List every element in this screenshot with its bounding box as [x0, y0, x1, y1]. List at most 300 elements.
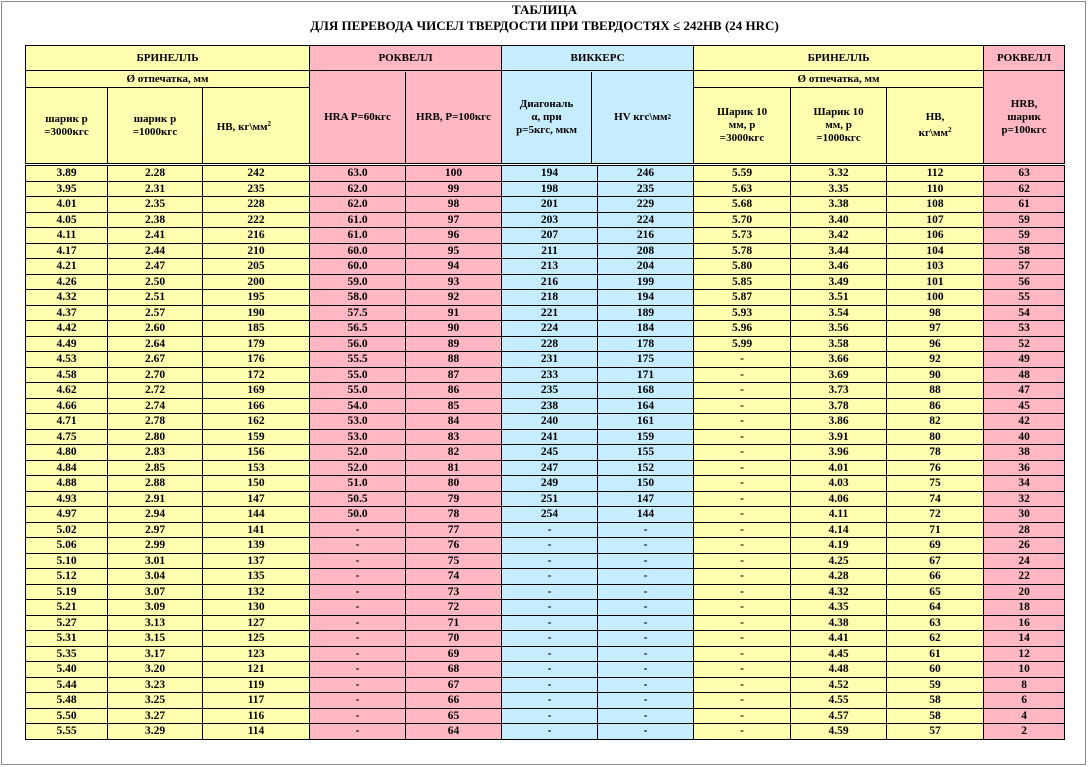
- cell-hv: -: [598, 538, 694, 554]
- cell-ball3000: 5.02: [26, 522, 108, 538]
- table-row: [26, 631, 1065, 647]
- cell-hra: 55.5: [310, 352, 406, 368]
- cell-hrb: 99: [406, 181, 502, 197]
- cell-hra: 58.0: [310, 290, 406, 306]
- table-row: [26, 584, 1065, 600]
- cell-ball1000: 2.80: [108, 429, 203, 445]
- header-col-hb-right: [887, 88, 984, 165]
- cell-diagonal: -: [502, 631, 598, 647]
- cell-hrb-right: 6: [984, 693, 1065, 709]
- cell-hra: 60.0: [310, 243, 406, 259]
- table-row: [26, 677, 1065, 693]
- cell-hrb-right: 26: [984, 538, 1065, 554]
- cell-diagonal: -: [502, 724, 598, 740]
- cell-ball10-1000: 4.32: [791, 584, 887, 600]
- table-row: [26, 181, 1065, 197]
- cell-hb-left: 139: [203, 538, 310, 554]
- cell-ball10-3000: -: [694, 445, 791, 461]
- cell-hb-right: 78: [887, 445, 984, 461]
- header-col-hrb: HRB, Р=100кгс: [416, 110, 492, 123]
- table-row: [26, 445, 1065, 461]
- cell-ball3000: 4.75: [26, 429, 108, 445]
- cell-hv: 199: [598, 274, 694, 290]
- header-col-hv-text: HV кгс\мм: [614, 110, 668, 123]
- cell-hv: 208: [598, 243, 694, 259]
- table-row: [26, 243, 1065, 259]
- header-col-hra-hrb-group: [310, 71, 502, 165]
- cell-ball10-1000: 3.49: [791, 274, 887, 290]
- table-row: [26, 414, 1065, 430]
- cell-hb-left: 156: [203, 445, 310, 461]
- cell-hrb-right: 20: [984, 584, 1065, 600]
- cell-ball1000: 3.27: [108, 708, 203, 724]
- cell-hb-left: 205: [203, 259, 310, 275]
- cell-ball10-1000: 3.46: [791, 259, 887, 275]
- cell-hb-right: 64: [887, 600, 984, 616]
- cell-hb-right: 112: [887, 165, 984, 182]
- cell-hrb-right: 55: [984, 290, 1065, 306]
- cell-diagonal: 247: [502, 460, 598, 476]
- cell-ball10-1000: 3.40: [791, 212, 887, 228]
- cell-hb-left: 176: [203, 352, 310, 368]
- cell-hrb-right: 10: [984, 662, 1065, 678]
- cell-diagonal: -: [502, 600, 598, 616]
- cell-hv: -: [598, 600, 694, 616]
- cell-hb-left: 195: [203, 290, 310, 306]
- cell-ball1000: 2.38: [108, 212, 203, 228]
- cell-diagonal: -: [502, 677, 598, 693]
- table-row: [26, 569, 1065, 585]
- cell-ball3000: 5.35: [26, 646, 108, 662]
- cell-hb-left: 172: [203, 367, 310, 383]
- cell-diagonal: -: [502, 584, 598, 600]
- cell-hb-right: 103: [887, 259, 984, 275]
- cell-hb-right: 59: [887, 677, 984, 693]
- cell-hrb: 89: [406, 336, 502, 352]
- cell-ball10-3000: -: [694, 724, 791, 740]
- cell-hb-left: 159: [203, 429, 310, 445]
- cell-ball3000: 4.66: [26, 398, 108, 414]
- cell-ball10-3000: 5.70: [694, 212, 791, 228]
- cell-hv: -: [598, 569, 694, 585]
- cell-ball1000: 2.31: [108, 181, 203, 197]
- cell-hrb-right: 59: [984, 212, 1065, 228]
- cell-ball10-1000: 3.91: [791, 429, 887, 445]
- cell-diagonal: -: [502, 522, 598, 538]
- cell-ball3000: 4.80: [26, 445, 108, 461]
- table-row: [26, 165, 1065, 182]
- header-brinell-right: БРИНЕЛЛЬ: [694, 46, 984, 71]
- cell-ball1000: 3.15: [108, 631, 203, 647]
- table-row: [26, 522, 1065, 538]
- header-col-hrb-right: HRB, шарик р=100кгс: [984, 71, 1065, 165]
- cell-diagonal: -: [502, 693, 598, 709]
- table-row: [26, 228, 1065, 244]
- cell-ball10-3000: -: [694, 522, 791, 538]
- cell-hb-right: 69: [887, 538, 984, 554]
- table-row: [26, 305, 1065, 321]
- cell-diagonal: 254: [502, 507, 598, 523]
- table-row: [26, 274, 1065, 290]
- cell-hv: -: [598, 631, 694, 647]
- cell-hrb: 96: [406, 228, 502, 244]
- table-row: [26, 476, 1065, 492]
- cell-ball1000: 3.20: [108, 662, 203, 678]
- cell-ball10-3000: 5.96: [694, 321, 791, 337]
- cell-hv: 216: [598, 228, 694, 244]
- cell-hb-left: 114: [203, 724, 310, 740]
- cell-hra: -: [310, 724, 406, 740]
- table-row: [26, 259, 1065, 275]
- cell-ball3000: 3.89: [26, 165, 108, 182]
- cell-ball10-3000: -: [694, 460, 791, 476]
- cell-diagonal: 233: [502, 367, 598, 383]
- cell-hra: 52.0: [310, 460, 406, 476]
- table-row: [26, 693, 1065, 709]
- cell-hb-left: 119: [203, 677, 310, 693]
- cell-hb-left: 200: [203, 274, 310, 290]
- cell-hb-right: 98: [887, 305, 984, 321]
- cell-hb-right: 65: [887, 584, 984, 600]
- cell-ball10-3000: 5.85: [694, 274, 791, 290]
- cell-hrb: 72: [406, 600, 502, 616]
- cell-ball3000: 5.50: [26, 708, 108, 724]
- cell-ball1000: 2.51: [108, 290, 203, 306]
- cell-diagonal: 235: [502, 383, 598, 399]
- cell-ball10-1000: 3.66: [791, 352, 887, 368]
- cell-hrb-right: 24: [984, 553, 1065, 569]
- cell-diagonal: -: [502, 569, 598, 585]
- cell-ball3000: 4.53: [26, 352, 108, 368]
- cell-ball10-3000: -: [694, 367, 791, 383]
- cell-ball10-3000: -: [694, 429, 791, 445]
- cell-ball10-1000: 3.86: [791, 414, 887, 430]
- cell-diagonal: -: [502, 662, 598, 678]
- cell-ball1000: 2.57: [108, 305, 203, 321]
- table-row: [26, 491, 1065, 507]
- cell-hrb: 71: [406, 615, 502, 631]
- cell-ball3000: 4.97: [26, 507, 108, 523]
- cell-hra: 55.0: [310, 367, 406, 383]
- header-rockwell: РОКВЕЛЛ: [310, 46, 502, 71]
- cell-ball10-3000: -: [694, 476, 791, 492]
- cell-ball10-3000: -: [694, 553, 791, 569]
- cell-hrb: 80: [406, 476, 502, 492]
- cell-diagonal: 216: [502, 274, 598, 290]
- cell-hv: 246: [598, 165, 694, 182]
- cell-hb-right: 76: [887, 460, 984, 476]
- cell-hra: 52.0: [310, 445, 406, 461]
- header-col-hb-right-sup: 2: [947, 126, 952, 134]
- cell-hrb-right: 12: [984, 646, 1065, 662]
- cell-ball10-1000: 4.55: [791, 693, 887, 709]
- cell-ball10-1000: 4.28: [791, 569, 887, 585]
- cell-hrb-right: 49: [984, 352, 1065, 368]
- cell-hv: 224: [598, 212, 694, 228]
- header-col-ball1000: шарик р =1000кгс: [108, 88, 203, 165]
- cell-hrb: 68: [406, 662, 502, 678]
- header-col-ball10-1000: Шарик 10 мм, р =1000кгс: [791, 88, 887, 165]
- cell-ball1000: 2.44: [108, 243, 203, 259]
- cell-hrb: 97: [406, 212, 502, 228]
- cell-ball10-1000: 4.35: [791, 600, 887, 616]
- cell-hrb: 81: [406, 460, 502, 476]
- table-row: [26, 352, 1065, 368]
- cell-ball3000: 5.06: [26, 538, 108, 554]
- cell-hv: 184: [598, 321, 694, 337]
- cell-ball10-1000: 3.73: [791, 383, 887, 399]
- cell-ball1000: 3.07: [108, 584, 203, 600]
- cell-ball3000: 5.19: [26, 584, 108, 600]
- cell-ball10-3000: -: [694, 662, 791, 678]
- cell-hra: 56.5: [310, 321, 406, 337]
- cell-hb-left: 190: [203, 305, 310, 321]
- cell-hrb: 66: [406, 693, 502, 709]
- cell-hrb: 95: [406, 243, 502, 259]
- cell-hb-right: 58: [887, 708, 984, 724]
- cell-diagonal: 249: [502, 476, 598, 492]
- cell-hrb-right: 16: [984, 615, 1065, 631]
- cell-hrb-right: 56: [984, 274, 1065, 290]
- cell-hrb: 85: [406, 398, 502, 414]
- cell-hb-left: 144: [203, 507, 310, 523]
- cell-hrb: 75: [406, 553, 502, 569]
- cell-ball1000: 2.74: [108, 398, 203, 414]
- cell-ball3000: 4.62: [26, 383, 108, 399]
- cell-hra: 62.0: [310, 181, 406, 197]
- cell-hrb-right: 32: [984, 491, 1065, 507]
- cell-ball10-1000: 3.51: [791, 290, 887, 306]
- cell-hra: 63.0: [310, 165, 406, 182]
- cell-hb-left: 137: [203, 553, 310, 569]
- cell-hrb-right: 45: [984, 398, 1065, 414]
- cell-hrb: 92: [406, 290, 502, 306]
- cell-hb-left: 130: [203, 600, 310, 616]
- cell-hb-left: 125: [203, 631, 310, 647]
- cell-hb-left: 222: [203, 212, 310, 228]
- cell-ball10-1000: 3.56: [791, 321, 887, 337]
- cell-ball10-1000: 4.14: [791, 522, 887, 538]
- cell-ball10-1000: 3.32: [791, 165, 887, 182]
- header-col-hb-left-text: НВ, кг\мм: [216, 120, 268, 133]
- cell-ball1000: 3.17: [108, 646, 203, 662]
- cell-hrb: 82: [406, 445, 502, 461]
- table-row: [26, 553, 1065, 569]
- cell-ball1000: 2.47: [108, 259, 203, 275]
- table-row: [26, 321, 1065, 337]
- cell-hv: 147: [598, 491, 694, 507]
- cell-ball3000: 4.32: [26, 290, 108, 306]
- cell-ball3000: 5.55: [26, 724, 108, 740]
- cell-hra: 61.0: [310, 212, 406, 228]
- cell-hrb: 88: [406, 352, 502, 368]
- cell-ball10-3000: -: [694, 491, 791, 507]
- cell-ball10-3000: 5.59: [694, 165, 791, 182]
- cell-hrb-right: 2: [984, 724, 1065, 740]
- cell-hb-right: 106: [887, 228, 984, 244]
- cell-hrb: 78: [406, 507, 502, 523]
- cell-hra: -: [310, 708, 406, 724]
- table-row: [26, 615, 1065, 631]
- cell-hrb: 65: [406, 708, 502, 724]
- cell-hb-right: 60: [887, 662, 984, 678]
- cell-ball1000: 2.35: [108, 197, 203, 213]
- cell-ball10-3000: 5.63: [694, 181, 791, 197]
- cell-ball3000: 4.71: [26, 414, 108, 430]
- cell-hb-left: 216: [203, 228, 310, 244]
- cell-ball1000: 3.04: [108, 569, 203, 585]
- cell-hrb-right: 42: [984, 414, 1065, 430]
- cell-hrb: 94: [406, 259, 502, 275]
- table-row: [26, 708, 1065, 724]
- table-row: [26, 724, 1065, 740]
- cell-ball1000: 2.85: [108, 460, 203, 476]
- cell-hb-right: 58: [887, 693, 984, 709]
- cell-hrb: 76: [406, 538, 502, 554]
- cell-ball10-1000: 3.54: [791, 305, 887, 321]
- cell-ball10-1000: 4.01: [791, 460, 887, 476]
- cell-hb-left: 123: [203, 646, 310, 662]
- cell-hv: 150: [598, 476, 694, 492]
- cell-hv: 229: [598, 197, 694, 213]
- table-row: [26, 662, 1065, 678]
- cell-ball3000: 4.01: [26, 197, 108, 213]
- cell-ball1000: 2.67: [108, 352, 203, 368]
- cell-hrb: 91: [406, 305, 502, 321]
- cell-hrb: 69: [406, 646, 502, 662]
- cell-hrb-right: 48: [984, 367, 1065, 383]
- cell-ball3000: 4.49: [26, 336, 108, 352]
- cell-hb-left: 127: [203, 615, 310, 631]
- cell-ball10-3000: -: [694, 646, 791, 662]
- cell-diagonal: -: [502, 615, 598, 631]
- table-row: [26, 600, 1065, 616]
- cell-hrb: 87: [406, 367, 502, 383]
- header-col-hv-sup: 2: [667, 112, 671, 121]
- cell-hrb: 90: [406, 321, 502, 337]
- table-row: [26, 538, 1065, 554]
- cell-ball1000: 3.25: [108, 693, 203, 709]
- cell-ball10-1000: 3.96: [791, 445, 887, 461]
- cell-ball1000: 3.13: [108, 615, 203, 631]
- cell-hb-right: 108: [887, 197, 984, 213]
- header-rockwell-right: РОКВЕЛЛ: [984, 46, 1065, 71]
- table-row: [26, 290, 1065, 306]
- cell-hv: -: [598, 553, 694, 569]
- cell-hb-left: 141: [203, 522, 310, 538]
- cell-diagonal: 228: [502, 336, 598, 352]
- cell-hra: 53.0: [310, 414, 406, 430]
- table-row: [26, 429, 1065, 445]
- cell-ball3000: 4.42: [26, 321, 108, 337]
- cell-ball1000: 2.78: [108, 414, 203, 430]
- cell-hrb-right: 14: [984, 631, 1065, 647]
- cell-ball3000: 4.26: [26, 274, 108, 290]
- cell-hrb: 70: [406, 631, 502, 647]
- cell-ball1000: 2.41: [108, 228, 203, 244]
- cell-ball1000: 2.97: [108, 522, 203, 538]
- cell-hrb: 100: [406, 165, 502, 182]
- table-row: [26, 212, 1065, 228]
- cell-hrb-right: 54: [984, 305, 1065, 321]
- cell-hrb-right: 63: [984, 165, 1065, 182]
- cell-ball10-3000: -: [694, 600, 791, 616]
- cell-hrb: 83: [406, 429, 502, 445]
- cell-ball10-1000: 4.52: [791, 677, 887, 693]
- cell-ball10-1000: 4.11: [791, 507, 887, 523]
- cell-ball3000: 4.84: [26, 460, 108, 476]
- cell-ball1000: 2.64: [108, 336, 203, 352]
- cell-hb-left: 162: [203, 414, 310, 430]
- cell-hb-left: 179: [203, 336, 310, 352]
- header-col-ball10-3000: Шарик 10 мм, р =3000кгс: [694, 88, 791, 165]
- cell-hrb-right: 47: [984, 383, 1065, 399]
- table-body: [26, 165, 1065, 740]
- cell-ball1000: 2.99: [108, 538, 203, 554]
- cell-hv: -: [598, 646, 694, 662]
- header-brinell-left: БРИНЕЛЛЬ: [26, 46, 310, 71]
- cell-ball10-1000: 4.25: [791, 553, 887, 569]
- cell-ball10-1000: 3.42: [791, 228, 887, 244]
- header-vickers: ВИККЕРС: [502, 46, 694, 71]
- header-col-hra: HRA Р=60кгс: [310, 72, 406, 163]
- cell-hv: -: [598, 584, 694, 600]
- cell-hra: -: [310, 600, 406, 616]
- cell-ball3000: 4.37: [26, 305, 108, 321]
- cell-hra: 54.0: [310, 398, 406, 414]
- cell-hv: 155: [598, 445, 694, 461]
- cell-hb-right: 110: [887, 181, 984, 197]
- cell-ball10-1000: 3.58: [791, 336, 887, 352]
- cell-hrb: 67: [406, 677, 502, 693]
- cell-diagonal: 201: [502, 197, 598, 213]
- cell-ball10-1000: 3.78: [791, 398, 887, 414]
- table-row: [26, 367, 1065, 383]
- cell-ball10-3000: 5.87: [694, 290, 791, 306]
- cell-hra: -: [310, 631, 406, 647]
- cell-diagonal: 198: [502, 181, 598, 197]
- cell-hra: 51.0: [310, 476, 406, 492]
- cell-hrb-right: 28: [984, 522, 1065, 538]
- cell-ball10-3000: 5.73: [694, 228, 791, 244]
- cell-hv: 159: [598, 429, 694, 445]
- cell-hb-right: 62: [887, 631, 984, 647]
- cell-ball10-1000: 4.59: [791, 724, 887, 740]
- cell-ball3000: 5.44: [26, 677, 108, 693]
- cell-hrb-right: 8: [984, 677, 1065, 693]
- cell-diagonal: 238: [502, 398, 598, 414]
- cell-ball1000: 2.70: [108, 367, 203, 383]
- hardness-conversion-table: [25, 45, 1065, 740]
- cell-ball10-3000: -: [694, 615, 791, 631]
- cell-ball3000: 5.12: [26, 569, 108, 585]
- cell-ball10-1000: 3.44: [791, 243, 887, 259]
- cell-hrb-right: 61: [984, 197, 1065, 213]
- cell-hra: 56.0: [310, 336, 406, 352]
- header-col-diagonal: Диагональ α, при р=5кгс, мкм: [502, 72, 592, 163]
- cell-ball10-1000: 4.48: [791, 662, 887, 678]
- cell-hb-right: 96: [887, 336, 984, 352]
- cell-ball10-3000: 5.68: [694, 197, 791, 213]
- header-col-hb-left-sup: 2: [267, 119, 272, 128]
- header-col-hb-right-text: НВ, кг\мм: [918, 111, 948, 139]
- cell-ball10-3000: -: [694, 584, 791, 600]
- cell-hra: 53.0: [310, 429, 406, 445]
- cell-hra: 59.0: [310, 274, 406, 290]
- cell-hrb-right: 38: [984, 445, 1065, 461]
- cell-hrb-right: 40: [984, 429, 1065, 445]
- cell-diagonal: 213: [502, 259, 598, 275]
